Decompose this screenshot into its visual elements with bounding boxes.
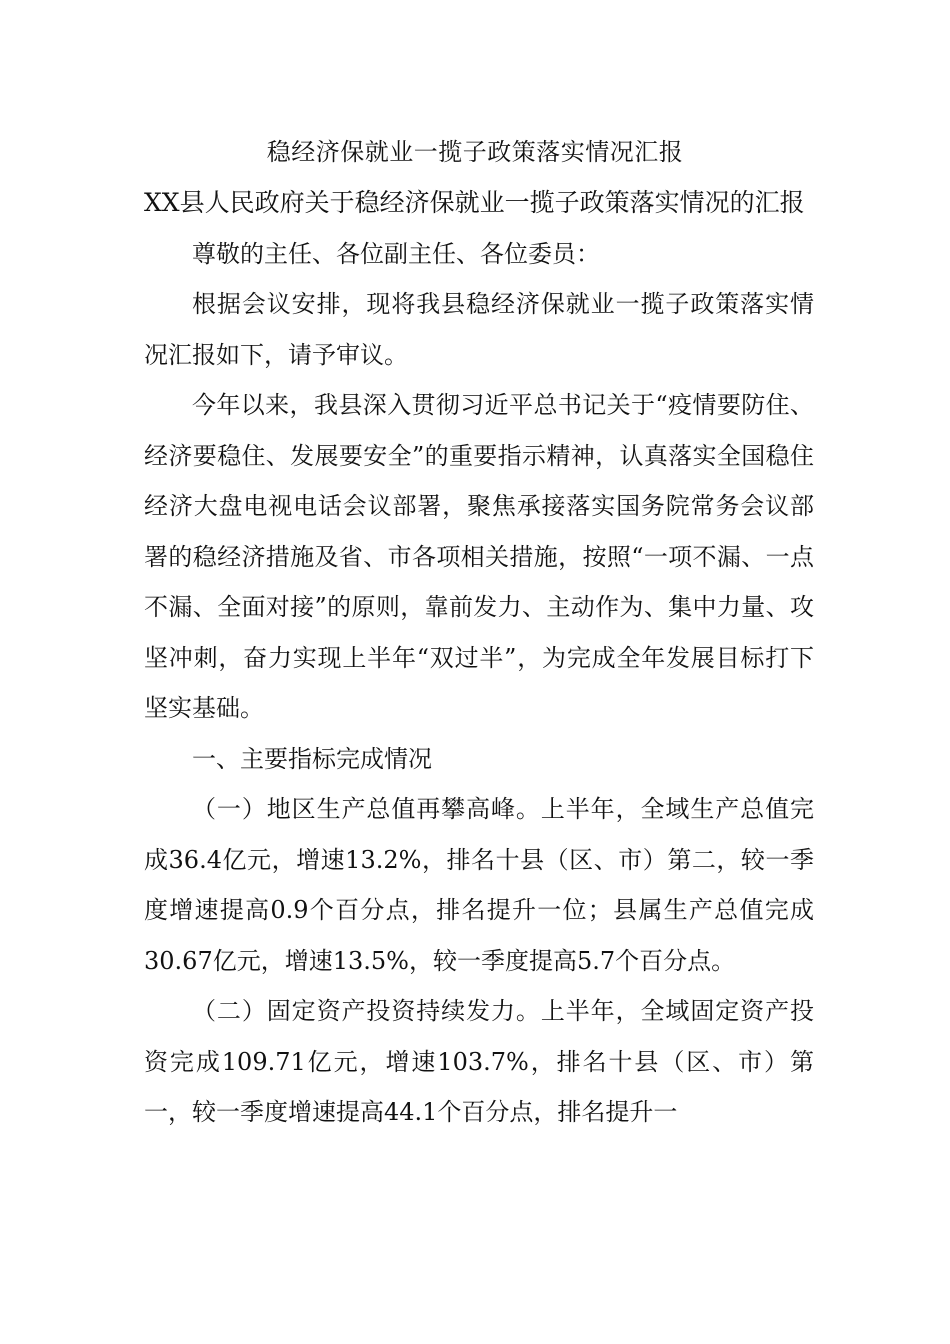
gdp-paragraph: （一）地区生产总值再攀高峰。上半年，全域生产总值完成36.4亿元，增速13.2%，排名十县（区、市）第二，较一季度增速提高0.9个百分点，排名提升一位；县属生产总值完成30.67亿元，增速13.5%，较一季度提高5.7个百分点。 — [144, 795, 814, 975]
document-body — [144, 178, 814, 1138]
salutation: 尊敬的主任、各位副主任、各位委员： — [192, 239, 600, 268]
intro-paragraph: 根据会议安排，现将我县稳经济保就业一揽子政策落实情况汇报如下，请予审议。 — [144, 290, 814, 369]
document-title: 稳经济保就业一揽子政策落实情况汇报 — [266, 138, 684, 166]
report-heading: XX县人民政府关于稳经济保就业一揽子政策落实情况的汇报 — [144, 188, 805, 217]
section-heading: 一、主要指标完成情况 — [192, 744, 432, 773]
investment-paragraph: （二）固定资产投资持续发力。上半年，全域固定资产投资完成109.71亿元，增速103.7%，排名十县（区、市）第一，较一季度增速提高44.1个百分点，排名提升一 — [144, 997, 814, 1126]
overview-paragraph: 今年以来，我县深入贯彻习近平总书记关于“疫情要防住、经济要稳住、发展要安全”的重要指示精神，认真落实全国稳住经济大盘电视电话会议部署，聚焦承接落实国务院常务会议部署的稳经济措施及省、市各项相关措施，按照“一项不漏、一点不漏、全面对接”的原则，靠前发力、主动作为、集中力量、攻坚冲刺，奋力实现上半年“双过半”，为完成全年发展目标打下坚实基础。 — [144, 391, 814, 722]
